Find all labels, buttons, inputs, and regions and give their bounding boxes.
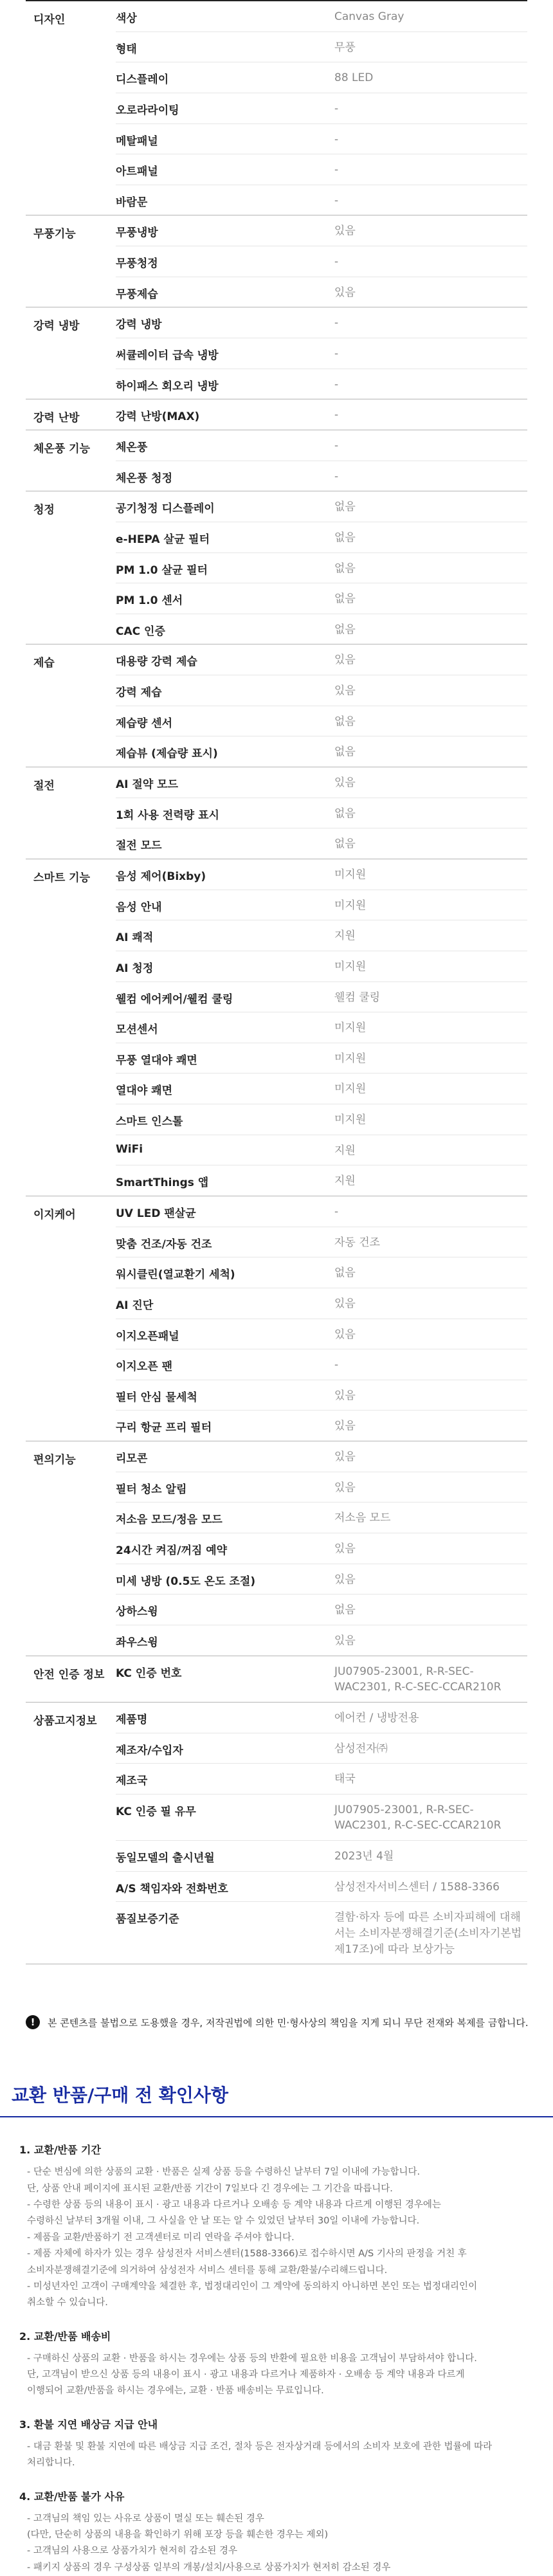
exchange-section-line: 처리합니다. xyxy=(27,2458,75,2469)
spec-label: WiFi xyxy=(116,1142,143,1156)
exchange-section-line: - 제품 자체에 하자가 있는 경우 삼성전자 서비스센터(1588-3366)로 접수하시면 A/S 기사의 판정을 거친 후 xyxy=(27,2249,467,2260)
spec-label: 스마트 인스톨 xyxy=(116,1115,183,1129)
spec-row xyxy=(116,461,527,491)
spec-group xyxy=(26,859,527,1196)
exchange-section-title: 3. 환불 지연 배상금 지급 안내 xyxy=(19,2418,158,2431)
spec-label: 오로라라이팅 xyxy=(116,104,179,117)
spec-row xyxy=(116,246,527,277)
exchange-section-line: 수령하신 날부터 3개월 이내, 그 사실을 안 날 또는 알 수 있었던 날부터 30일 이내에 가능합니다. xyxy=(27,2216,420,2227)
exchange-section-line: - 구매하신 상품의 교환 · 반품을 하시는 경우에는 상품 등의 반환에 필요한 비용을 고객님이 부담하셔야 합니다. xyxy=(27,2353,477,2364)
spec-row xyxy=(116,614,527,644)
spec-group xyxy=(26,1,527,215)
spec-row xyxy=(116,124,527,155)
exchange-section-line: - 제품을 교환/반품하기 전 고객센터로 미리 연락을 주셔야 합니다. xyxy=(27,2232,295,2243)
spec-row xyxy=(116,1411,527,1441)
exchange-section-line: - 수령한 상품 등의 내용이 표시 · 광고 내용과 다르거나 오배송 등 계약 내용과 다르게 이행된 경우에는 xyxy=(27,2200,441,2211)
spec-value: - xyxy=(334,1205,339,1218)
spec-row xyxy=(116,1872,527,1903)
spec-value: 있음 xyxy=(334,224,356,238)
spec-label: PM 1.0 살균 필터 xyxy=(116,563,208,577)
spec-label: 무풍제습 xyxy=(116,288,158,301)
spec-value: 미지원 xyxy=(334,868,367,881)
spec-label: 강력 제습 xyxy=(116,686,162,700)
spec-value: - xyxy=(334,408,339,422)
spec-label: 워시클린(열교환기 세척) xyxy=(116,1268,235,1282)
spec-label: 체온풍 xyxy=(116,441,148,454)
spec-value: 있음 xyxy=(334,1420,356,1433)
spec-label: 리모콘 xyxy=(116,1452,148,1466)
spec-value: 있음 xyxy=(334,653,356,667)
spec-row xyxy=(116,399,527,430)
exchange-section-line: 단, 상품 안내 페이지에 표시된 교환/반품 기간이 7일보다 긴 경우에는 그 기간을 따릅니다. xyxy=(27,2183,393,2194)
spec-label: 이지오픈 팬 xyxy=(116,1360,173,1374)
spec-row xyxy=(116,1625,527,1656)
spec-value: 없음 xyxy=(334,715,356,728)
spec-value: 있음 xyxy=(334,1389,356,1402)
spec-group xyxy=(26,1656,527,1703)
spec-label: 강력 난방(MAX) xyxy=(116,410,200,424)
spec-label: 열대야 쾌면 xyxy=(116,1084,173,1098)
copyright-notice xyxy=(0,2009,553,2035)
exchange-section-line: (다만, 단순히 상품의 내용을 확인하기 위해 포장 등을 훼손한 경우는 제외) xyxy=(27,2529,329,2540)
spec-value: - xyxy=(334,316,339,330)
spec-value: 없음 xyxy=(334,837,356,851)
spec-value: 없음 xyxy=(334,531,356,544)
spec-label: 대용량 강력 제습 xyxy=(116,655,197,669)
spec-row xyxy=(116,215,527,246)
spec-row xyxy=(116,1135,527,1166)
spec-value: 지원 xyxy=(334,1144,356,1157)
spec-row xyxy=(116,522,527,553)
spec-row xyxy=(116,1594,527,1625)
spec-value: 있음 xyxy=(334,1450,356,1464)
spec-value: 있음 xyxy=(334,1328,356,1341)
exchange-section-title: 4. 교환/반품 불가 사유 xyxy=(19,2490,125,2503)
spec-label: 무풍 열대야 쾌면 xyxy=(116,1054,197,1067)
spec-group-name: 절전 xyxy=(33,780,55,793)
spec-row xyxy=(116,1795,527,1841)
spec-value: 삼성전자㈜ xyxy=(334,1742,388,1755)
spec-group-name: 강력 난방 xyxy=(33,412,80,425)
spec-row xyxy=(116,1,527,32)
spec-row xyxy=(116,1902,527,1964)
spec-value: 없음 xyxy=(334,745,356,759)
exchange-section-line: - 패키지 상품의 경우 구성상품 일부의 개봉/설치/사용으로 상품가치가 현저히 감소된 경우 xyxy=(27,2562,391,2573)
exchange-title: 교환 반품/구매 전 확인사항 xyxy=(0,2081,553,2117)
exchange-body xyxy=(0,2117,553,2576)
spec-group-name: 편의기능 xyxy=(33,1454,76,1467)
spec-label: 맞춤 건조/자동 건조 xyxy=(116,1238,212,1251)
exchange-section-line: - 대금 환불 및 환불 지연에 따른 배상금 지급 조건, 절차 등은 전자상거래 등에서의 소비자 보호에 관한 법률에 따라 xyxy=(27,2441,493,2452)
spec-label: 색상 xyxy=(116,12,137,25)
spec-label: 제조자/수입자 xyxy=(116,1744,183,1757)
spec-value: 있음 xyxy=(334,1481,356,1494)
spec-label: 필터 안심 물세척 xyxy=(116,1391,197,1404)
spec-value: - xyxy=(334,439,339,452)
spec-label: 무풍청정 xyxy=(116,257,158,271)
spec-label: 하이패스 회오리 냉방 xyxy=(116,379,219,393)
spec-group-name: 무풍기능 xyxy=(33,228,76,241)
spec-label: 제조국 xyxy=(116,1775,148,1788)
exchange-section-title: 1. 교환/반품 기간 xyxy=(19,2144,101,2157)
spec-value: 없음 xyxy=(334,1266,356,1280)
spec-value: 없음 xyxy=(334,623,356,636)
spec-row xyxy=(116,1073,527,1104)
spec-value: - xyxy=(334,194,339,207)
spec-row xyxy=(116,277,527,307)
spec-label: 1회 사용 전력량 표시 xyxy=(116,808,219,822)
spec-row xyxy=(116,1441,527,1472)
spec-row xyxy=(116,951,527,982)
spec-row xyxy=(116,1764,527,1795)
exchange-section-line: - 고객님의 책임 있는 사유로 상품이 멸실 또는 훼손된 경우 xyxy=(27,2513,264,2524)
spec-group xyxy=(26,430,527,491)
spec-value: 있음 xyxy=(334,286,356,299)
spec-value: 있음 xyxy=(334,1573,356,1586)
spec-row xyxy=(116,859,527,890)
spec-row xyxy=(116,583,527,614)
spec-row xyxy=(116,430,527,461)
spec-label: 제습량 센서 xyxy=(116,717,173,730)
spec-row xyxy=(116,920,527,951)
spec-value: 미지원 xyxy=(334,960,367,973)
spec-value: 미지원 xyxy=(334,899,367,912)
copyright-notice-text: 본 콘텐츠를 불법으로 도용했을 경우, 저작권법에 의한 민·형사상의 책임을 지게 되니 무단 전재와 복제를 금합니다. xyxy=(48,2016,529,2029)
spec-label: 형태 xyxy=(116,42,137,56)
spec-row xyxy=(116,307,527,338)
spec-row xyxy=(116,1196,527,1227)
spec-group xyxy=(26,1703,527,1964)
spec-group-name: 스마트 기능 xyxy=(33,871,91,884)
spec-group xyxy=(26,1441,527,1656)
spec-row xyxy=(116,1257,527,1288)
spec-row xyxy=(116,1319,527,1350)
spec-group-name: 상품고지정보 xyxy=(33,1714,97,1728)
spec-row xyxy=(116,1227,527,1258)
spec-label: AI 청정 xyxy=(116,962,154,975)
spec-row xyxy=(116,32,527,63)
spec-group-name: 제습 xyxy=(33,657,55,670)
spec-table xyxy=(26,0,527,1964)
spec-group-name: 안전 인증 정보 xyxy=(33,1668,105,1681)
spec-row xyxy=(116,1288,527,1319)
spec-value: - xyxy=(334,1358,339,1372)
spec-label: 웰컴 에어케어/웰컴 쿨링 xyxy=(116,992,233,1006)
spec-group-name: 체온풍 기능 xyxy=(33,442,91,455)
spec-value: - xyxy=(334,470,339,483)
spec-value: 없음 xyxy=(334,562,356,575)
exchange-section-title: 2. 교환/반품 배송비 xyxy=(19,2330,111,2343)
spec-group xyxy=(26,644,527,767)
spec-label: e-HEPA 살균 필터 xyxy=(116,533,210,546)
exchange-section-line: - 미성년자인 고객이 구매계약을 체결한 후, 법정대리인이 그 계약에 동의하지 아니하면 본인 또는 법정대리인이 xyxy=(27,2281,478,2292)
spec-label: 24시간 켜짐/꺼짐 예약 xyxy=(116,1544,228,1558)
spec-group-name: 이지케어 xyxy=(33,1208,76,1221)
spec-row xyxy=(116,644,527,675)
spec-value: 있음 xyxy=(334,776,356,790)
spec-value: 미지원 xyxy=(334,1052,367,1065)
exchange-section-line: 취소할 수 있습니다. xyxy=(27,2297,108,2308)
spec-row xyxy=(116,1703,527,1733)
spec-label: 음성 제어(Bixby) xyxy=(116,870,206,883)
spec-group xyxy=(26,215,527,307)
spec-value: 무풍 xyxy=(334,41,356,54)
spec-label: CAC 인증 xyxy=(116,625,165,638)
spec-value: 없음 xyxy=(334,807,356,820)
spec-row xyxy=(116,1656,527,1702)
spec-value: 없음 xyxy=(334,592,356,606)
spec-value: 삼성전자서비스센터 / 1588-3366 xyxy=(334,1880,500,1894)
spec-label: 제습뷰 (제습량 표시) xyxy=(116,747,218,761)
spec-label: 디스플레이 xyxy=(116,73,169,87)
spec-row xyxy=(116,767,527,798)
spec-row xyxy=(116,675,527,706)
spec-value: 자동 건조 xyxy=(334,1236,381,1249)
spec-value: 미지원 xyxy=(334,1082,367,1096)
spec-value: 웰컴 쿨링 xyxy=(334,991,381,1004)
spec-value: 지원 xyxy=(334,1174,356,1188)
spec-label: 필터 청소 알림 xyxy=(116,1483,187,1496)
exchange-section-line: 단, 고객님이 받으신 상품 등의 내용이 표시 · 광고 내용과 다르거나 제품하자 · 오배송 등 계약 내용과 다르게 xyxy=(27,2370,465,2380)
spec-value: - xyxy=(334,347,339,361)
spec-label: 공기청정 디스플레이 xyxy=(116,502,215,516)
spec-row xyxy=(116,338,527,369)
spec-group xyxy=(26,1196,527,1441)
spec-row xyxy=(116,1349,527,1380)
spec-row xyxy=(116,491,527,522)
spec-label: 써큘레이터 급속 냉방 xyxy=(116,349,219,363)
spec-label: 메탈패널 xyxy=(116,134,158,148)
spec-row xyxy=(116,1472,527,1503)
spec-row xyxy=(116,1104,527,1135)
exchange-section-line: 소비자분쟁해결기준에 의거하여 삼성전자 서비스 센터를 통해 교환/환불/수리해드립니다. xyxy=(27,2265,388,2276)
spec-label: 음성 안내 xyxy=(116,900,162,914)
spec-label: 저소음 모드/정음 모드 xyxy=(116,1513,222,1527)
spec-value: 없음 xyxy=(334,500,356,514)
exchange-section-line: 이행되어 교환/반품을 하시는 경우에는, 교환 · 반품 배송비는 무료입니다. xyxy=(27,2386,324,2397)
spec-group-name: 디자인 xyxy=(33,14,66,26)
spec-value: 2023년 4월 xyxy=(334,1850,394,1863)
spec-value: - xyxy=(334,378,339,391)
spec-label: 동일모델의 출시년월 xyxy=(116,1852,215,1865)
spec-row xyxy=(116,553,527,584)
spec-group xyxy=(26,399,527,430)
spec-value: 미지원 xyxy=(334,1113,367,1127)
spec-value: 태국 xyxy=(334,1773,356,1786)
spec-row xyxy=(116,369,527,399)
spec-value: 있음 xyxy=(334,1634,356,1647)
spec-value: - xyxy=(334,132,339,146)
spec-label: 품질보증기준 xyxy=(116,1913,179,1926)
spec-label: AI 쾌적 xyxy=(116,931,154,945)
spec-row xyxy=(116,736,527,767)
spec-value: - xyxy=(334,255,339,269)
spec-label: PM 1.0 센서 xyxy=(116,594,183,608)
spec-label: 좌우스윙 xyxy=(116,1636,158,1649)
spec-row xyxy=(116,93,527,124)
spec-label: 구리 항균 프리 필터 xyxy=(116,1421,212,1435)
spec-value: JU07905-23001, R-R-SEC-WAC2301, R-C-SEC-CCAR210R xyxy=(334,1665,502,1694)
spec-label: A/S 책임자와 전화번호 xyxy=(116,1882,228,1895)
spec-label: KC 인증 필 유무 xyxy=(116,1805,196,1818)
spec-row xyxy=(116,706,527,737)
spec-value: 없음 xyxy=(334,1603,356,1617)
spec-row xyxy=(116,1043,527,1074)
spec-label: 체온풍 청정 xyxy=(116,471,173,485)
spec-group xyxy=(26,307,527,399)
spec-row xyxy=(116,798,527,829)
spec-value: 있음 xyxy=(334,1542,356,1556)
spec-row xyxy=(116,1165,527,1196)
spec-row xyxy=(116,1564,527,1595)
spec-row xyxy=(116,828,527,859)
spec-row xyxy=(116,1841,527,1872)
spec-label: UV LED 팬살균 xyxy=(116,1207,196,1220)
spec-label: 바람문 xyxy=(116,196,148,209)
spec-value: 저소음 모드 xyxy=(334,1512,391,1525)
spec-value: 있음 xyxy=(334,684,356,698)
spec-label: 제품명 xyxy=(116,1713,148,1726)
spec-label: 미세 냉방 (0.5도 온도 조절) xyxy=(116,1575,256,1588)
spec-label: 이지오픈패널 xyxy=(116,1329,179,1343)
spec-value: Canvas Gray xyxy=(334,10,404,23)
spec-label: KC 인증 번호 xyxy=(116,1667,182,1680)
spec-label: SmartThings 앱 xyxy=(116,1176,209,1190)
spec-value: 지원 xyxy=(334,929,356,943)
spec-row xyxy=(116,154,527,185)
spec-label: AI 절약 모드 xyxy=(116,778,179,792)
spec-row xyxy=(116,890,527,921)
spec-row xyxy=(116,1012,527,1043)
spec-label: 무풍냉방 xyxy=(116,226,158,240)
spec-row xyxy=(116,62,527,93)
exclamation-icon: ! xyxy=(26,2015,40,2029)
exchange-section-line: - 고객님의 사용으로 상품가치가 현저히 감소된 경우 xyxy=(27,2546,238,2557)
spec-value: 결함·하자 등에 따른 소비자피해에 대해서는 소비자분쟁해결기준(소비자기본법 제17조)에 따라 보상가능 xyxy=(334,1911,522,1956)
spec-row xyxy=(116,1380,527,1411)
spec-value: 에어컨 / 냉방전용 xyxy=(334,1711,419,1724)
spec-value: 있음 xyxy=(334,1297,356,1310)
spec-value: 미지원 xyxy=(334,1021,367,1035)
spec-group-name: 강력 냉방 xyxy=(33,320,80,333)
spec-row xyxy=(116,185,527,215)
spec-group-name: 청정 xyxy=(33,504,55,517)
spec-label: 상하스윙 xyxy=(116,1605,158,1619)
spec-row xyxy=(116,982,527,1013)
spec-label: 아트패널 xyxy=(116,165,158,179)
spec-label: 강력 냉방 xyxy=(116,318,162,332)
spec-row xyxy=(116,1733,527,1764)
spec-label: 모션센서 xyxy=(116,1023,158,1037)
spec-value: 88 LED xyxy=(334,71,374,85)
spec-row xyxy=(116,1533,527,1564)
spec-label: AI 진단 xyxy=(116,1299,154,1312)
spec-group xyxy=(26,491,527,644)
spec-label: 절전 모드 xyxy=(116,839,162,853)
spec-row xyxy=(116,1503,527,1533)
exchange-section-line: - 단순 변심에 의한 상품의 교환 · 반품은 실제 상품 등을 수령하신 날부터 7일 이내에 가능합니다. xyxy=(27,2167,421,2178)
spec-value: - xyxy=(334,102,339,115)
spec-group xyxy=(26,767,527,859)
spec-value: JU07905-23001, R-R-SEC-WAC2301, R-C-SEC-CCAR210R xyxy=(334,1803,502,1832)
spec-value: - xyxy=(334,163,339,177)
